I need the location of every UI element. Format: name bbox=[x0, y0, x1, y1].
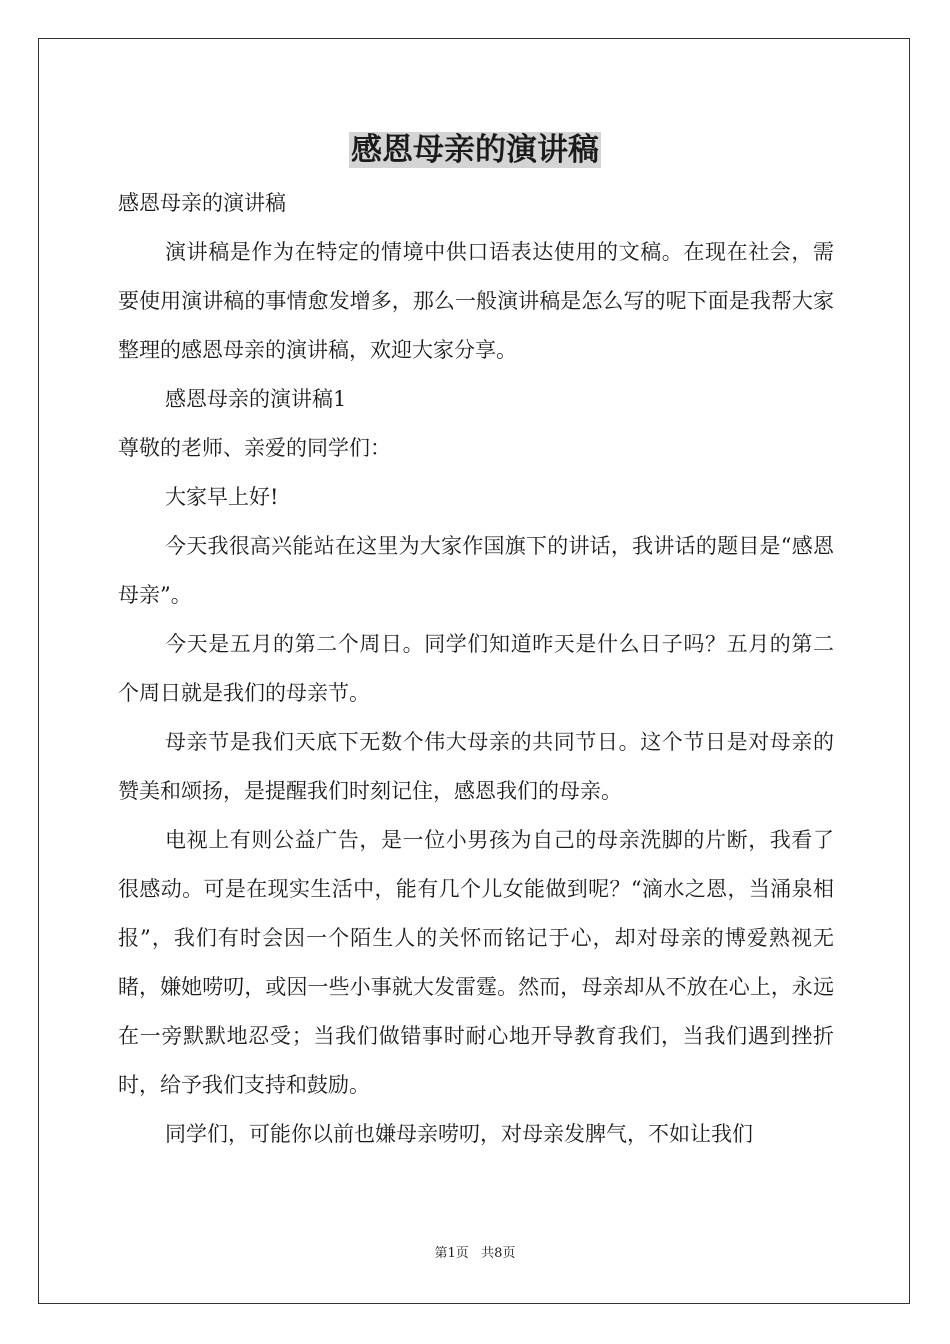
document-title-text: 感恩母亲的演讲稿 bbox=[351, 132, 599, 168]
paragraph: 大家早上好! bbox=[165, 485, 279, 509]
paragraph: 母亲节是我们天底下无数个伟大母亲的共同节日。这个节日是对母亲的赞美和颂扬，是提醒我们时刻记住，感恩我们的母亲。 bbox=[118, 730, 834, 803]
page-footer bbox=[0, 1244, 950, 1264]
paragraph: 同学们，可能你以前也嫌母亲唠叨，对母亲发脾气，不如让我们 bbox=[165, 1122, 753, 1146]
section-heading: 感恩母亲的演讲稿1 bbox=[165, 387, 347, 411]
document-body bbox=[118, 179, 834, 1159]
paragraph: 感恩母亲的演讲稿 bbox=[118, 191, 286, 215]
paragraph: 电视上有则公益广告，是一位小男孩为自己的母亲洗脚的片断，我看了很感动。可是在现实生活中，能有几个儿女能做到呢？“滴水之恩，当涌泉相报”，我们有时会因一个陌生人的关怀而铭记于心，却对母亲的博爱熟视无睹，嫌她唠叨，或因一些小事就大发雷霆。然而，母亲却从不放在心上，永远在一旁默默地忍受；当我们做错事时耐心地开导教育我们，当我们遇到挫折时，给予我们支持和鼓励。 bbox=[118, 828, 834, 1097]
document-title bbox=[0, 128, 950, 172]
paragraph: 演讲稿是作为在特定的情境中供口语表达使用的文稿。在现在社会，需要使用演讲稿的事情愈发增多，那么一般演讲稿是怎么写的呢下面是我帮大家整理的感恩母亲的演讲稿，欢迎大家分享。 bbox=[118, 240, 834, 362]
page-number: 第1页 共8页 bbox=[434, 1246, 516, 1261]
paragraph: 今天是五月的第二个周日。同学们知道昨天是什么日子吗？五月的第二个周日就是我们的母亲节。 bbox=[118, 632, 834, 705]
salutation: 尊敬的老师、亲爱的同学们： bbox=[118, 436, 391, 460]
paragraph: 今天我很高兴能站在这里为大家作国旗下的讲话，我讲话的题目是“感恩母亲”。 bbox=[118, 534, 834, 607]
